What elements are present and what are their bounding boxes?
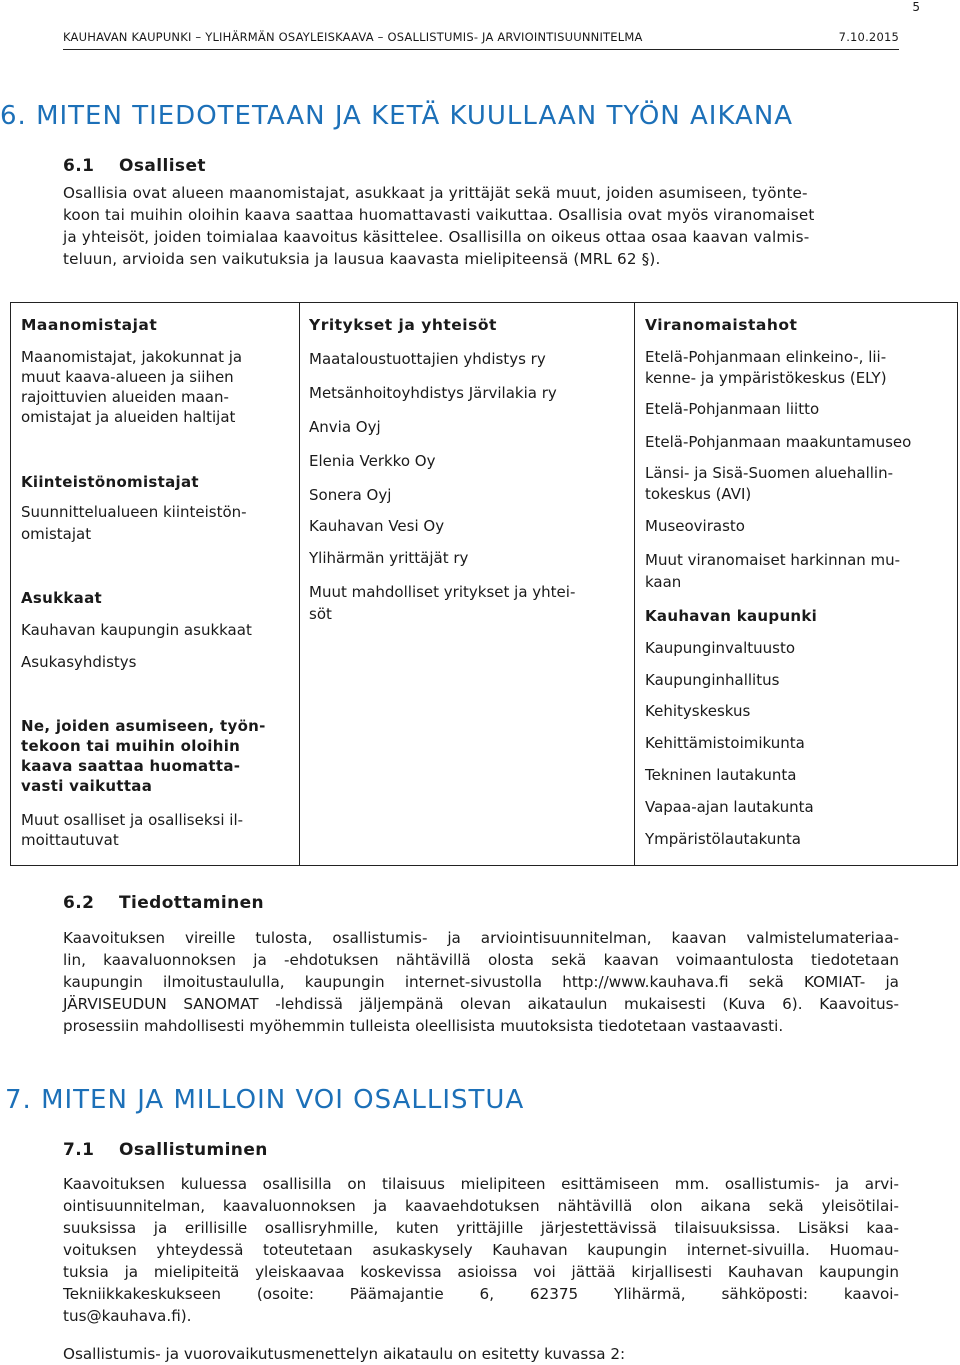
section-title: Osallistuminen [119, 1140, 268, 1160]
table-cell-line: Anvia Oyj [309, 418, 381, 436]
table-cell-line: Suunnittelualueen kiinteistön- [21, 503, 247, 521]
table-group-heading: Kauhavan kaupunki [645, 607, 818, 625]
table-group-heading: kaava saattaa huomatta- [21, 757, 241, 775]
paragraph-line: tus@kauhava.fi). [63, 1307, 192, 1325]
table-cell-line: Muut osalliset ja osalliseksi il- [21, 811, 244, 829]
column-header-maanomistajat: Maanomistajat [21, 316, 158, 334]
table-cell-line: kenne- ja ympäristökeskus (ELY) [645, 369, 887, 387]
column-divider [299, 303, 300, 865]
paragraph-line: Kaavoituksen kuluessa osallisilla on tilaisuus mielipiteen esittämiseen mm. osallistumis- ja arvi- [63, 1175, 899, 1193]
table-cell-line: Maataloustuottajien yhdistys ry [309, 350, 546, 368]
section-7-1-heading [63, 1140, 268, 1160]
section-title: Osalliset [119, 156, 206, 176]
running-header [63, 30, 899, 50]
table-group-heading: Ne, joiden asumiseen, työn- [21, 717, 266, 735]
table-cell-line: omistajat [21, 525, 92, 543]
paragraph-line: koon tai muihin oloihin kaava saattaa huomattavasti vaikuttaa. Osallisia ovat myös viranomaiset [63, 206, 815, 224]
page-number: 5 [912, 0, 920, 14]
header-date: 7.10.2015 [838, 30, 899, 44]
tiedottaminen-paragraph [63, 927, 899, 1037]
table-cell-line: muut kaava-alueen ja siihen [21, 368, 234, 386]
table-group-heading: vasti vaikuttaa [21, 777, 153, 795]
paragraph-line: ointisuunnitelman, kaavaluonnoksen ja kaavaehdotuksen nähtävillä olon aikana sekä yleisötilai- [63, 1197, 899, 1215]
table-cell-line: söt [309, 605, 332, 623]
table-group-heading: tekoon tai muihin oloihin [21, 737, 241, 755]
paragraph-line: voituksen yhteydessä toteutetaan asukaskysely Kauhavan kaupungin internet-sivuilla. Huomau- [63, 1241, 899, 1259]
table-cell-line: Kauhavan kaupungin asukkaat [21, 621, 252, 639]
paragraph-line: prosessiin mahdollisesti myöhemmin tulleista oleellisista muutoksista tiedotetaan vastaavasti. [63, 1017, 784, 1035]
table-cell-line: Länsi- ja Sisä-Suomen aluehallin- [645, 464, 893, 482]
column-header-viranomaistahot: Viranomaistahot [645, 316, 798, 334]
schedule-intro-line: Osallistumis- ja vuorovaikutusmenettelyn aikataulu on esitetty kuvassa 2: [63, 1345, 626, 1363]
table-cell-line: Etelä-Pohjanmaan elinkeino-, lii- [645, 348, 887, 366]
column-header-yritykset: Yritykset ja yhteisöt [309, 316, 497, 334]
table-cell-line: Etelä-Pohjanmaan liitto [645, 400, 820, 418]
table-cell-line: Etelä-Pohjanmaan maakuntamuseo [645, 433, 912, 451]
table-cell-line: Muut mahdolliset yritykset ja yhtei- [309, 583, 576, 601]
table-cell-line: Sonera Oyj [309, 486, 392, 504]
table-cell-line: Kehityskeskus [645, 702, 751, 720]
paragraph-line: suuksissa ja erillisille osallisryhmille, kuten yrittäjille järjestettävissä tilaisuuksissa. Lisäksi kaa- [63, 1219, 899, 1237]
table-cell-line: tokeskus (AVI) [645, 485, 752, 503]
stakeholder-table [10, 302, 958, 866]
table-cell-line: Kehittämistoimikunta [645, 734, 805, 752]
section-6-1-heading [63, 156, 206, 176]
table-cell-line: Kaupunginhallitus [645, 671, 780, 689]
section-number: 6.2 [63, 893, 95, 913]
paragraph-line: Tekniikkakeskukseen (osoite: Päämajantie 6, 62375 Ylihärmä, sähköposti: kaavoi- [63, 1285, 899, 1303]
table-cell-line: Kaupunginvaltuusto [645, 639, 796, 657]
table-cell-line: Metsänhoitoyhdistys Järvilakia ry [309, 384, 557, 402]
table-cell-line: rajoittuvien alueiden maan- [21, 388, 229, 406]
paragraph-line: JÄRVISEUDUN SANOMAT -lehdissä jäljempänä olevan aikataulun mukaisesti (Kuva 6). Kaavoitus- [63, 995, 899, 1013]
table-cell-line: Elenia Verkko Oy [309, 452, 436, 470]
table-cell-line: Tekninen lautakunta [645, 766, 797, 784]
table-cell-line: Asukasyhdistys [21, 653, 137, 671]
section-number: 7.1 [63, 1140, 95, 1160]
paragraph-line: Osallisia ovat alueen maanomistajat, asukkaat ja yrittäjät sekä muut, joiden asumiseen, työnte- [63, 184, 808, 202]
table-cell-line: Ylihärmän yrittäjät ry [309, 549, 469, 567]
table-cell-line: kaan [645, 573, 682, 591]
paragraph-line: kaupungin ilmoitustaululla, kaupungin internet-sivustolla http://www.kauhava.fi sekä KOMIAT- ja [63, 973, 899, 991]
section-title: Tiedottaminen [119, 893, 265, 913]
column-divider [634, 303, 635, 865]
table-group-heading: Asukkaat [21, 589, 102, 607]
section-7-heading: 7. MITEN JA MILLOIN VOI OSALLISTUA [5, 1085, 525, 1115]
table-cell-line: Vapaa-ajan lautakunta [645, 798, 814, 816]
paragraph-line: tuksia ja mielipiteitä yleiskaavaa koskevissa asioissa voi jättää kirjallisesti Kauhavan kaupungin [63, 1263, 899, 1281]
table-cell-line: Museovirasto [645, 517, 745, 535]
osallistuminen-paragraph [63, 1173, 899, 1327]
section-number: 6.1 [63, 156, 95, 176]
paragraph-line: teluun, arvioida sen vaikutuksia ja lausua kaavasta mielipiteensä (MRL 62 §). [63, 250, 661, 268]
paragraph-line: Kaavoituksen vireille tulosta, osallistumis- ja arviointisuunnitelman, kaavan valmistelumateriaa- [63, 929, 899, 947]
table-cell-line: Maanomistajat, jakokunnat ja [21, 348, 243, 366]
section-6-heading: 6. MITEN TIEDOTETAAN JA KETÄ KUULLAAN TYÖN AIKANA [0, 101, 794, 131]
table-cell-line: moittautuvat [21, 831, 119, 849]
paragraph-line: ja yhteisöt, joiden toimialaa kaavoitus käsittelee. Osallisilla on oikeus ottaa osaa kaavan valmis- [63, 228, 810, 246]
table-cell-line: Ympäristölautakunta [645, 830, 801, 848]
table-cell-line: omistajat ja alueiden haltijat [21, 408, 236, 426]
table-cell-line: Kauhavan Vesi Oy [309, 517, 445, 535]
paragraph-line: lin, kaavaluonnoksen ja -ehdotuksen nähtävillä olosta sekä kaavan voimaantulosta tiedotetaan [63, 951, 899, 969]
header-title: KAUHAVAN KAUPUNKI – YLIHÄRMÄN OSAYLEISKAAVA – OSALLISTUMIS- JA ARVIOINTISUUNNITELMA [63, 30, 643, 44]
osalliset-paragraph [63, 182, 899, 270]
table-group-heading: Kiinteistönomistajat [21, 473, 199, 491]
table-cell-line: Muut viranomaiset harkinnan mu- [645, 551, 901, 569]
section-6-2-heading [63, 893, 264, 913]
